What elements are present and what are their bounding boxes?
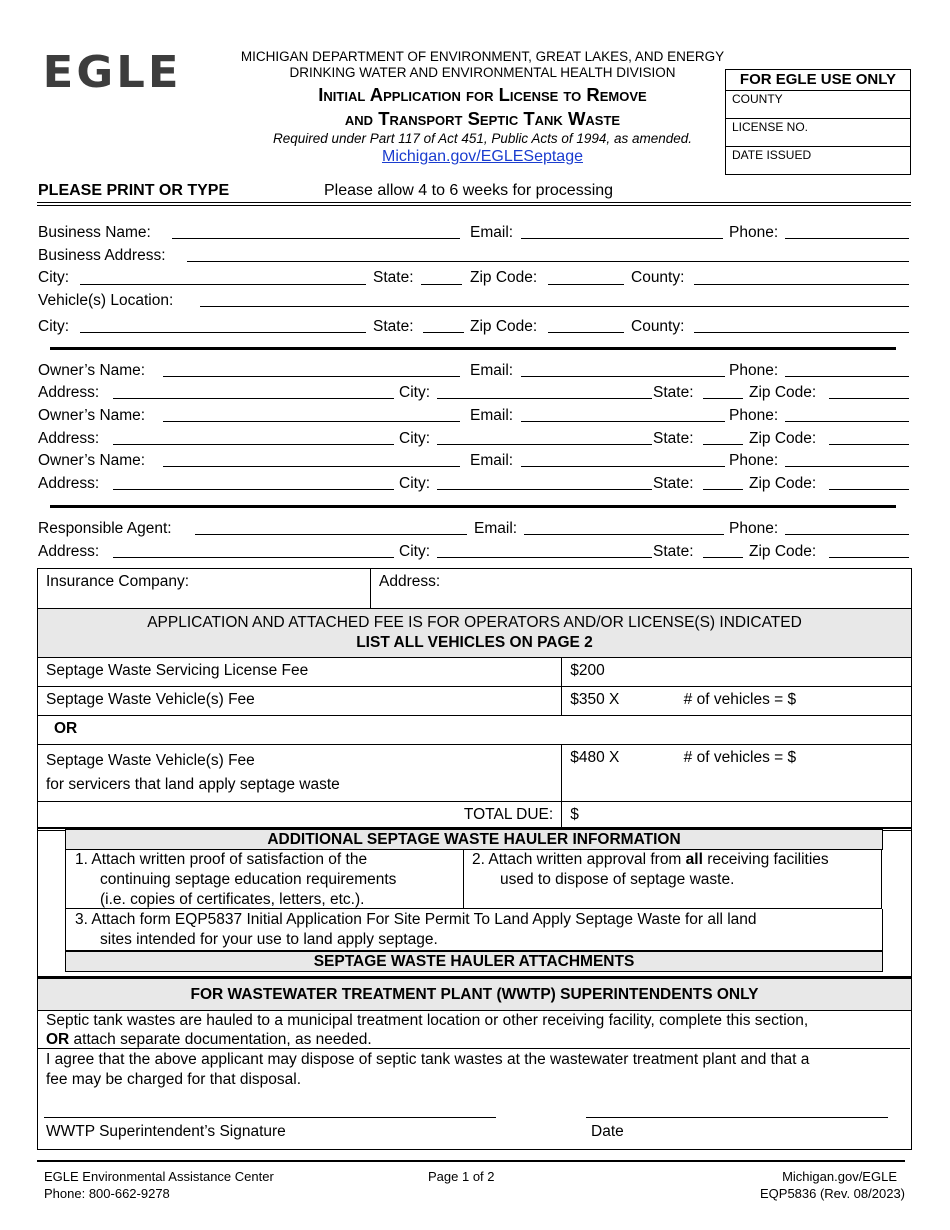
owner2-city-field[interactable] xyxy=(437,444,652,445)
wwtp-or: OR xyxy=(46,1031,70,1048)
business-address-field[interactable] xyxy=(187,261,909,262)
zip-label: Zip Code: xyxy=(749,430,817,447)
item2-text-bold: all xyxy=(685,851,703,868)
owner3-name-field[interactable] xyxy=(163,466,460,467)
signature-label: WWTP Superintendent’s Signature xyxy=(46,1123,286,1140)
vehicle-county-field[interactable] xyxy=(694,332,909,333)
statute-note: Required under Part 117 of Act 451, Public Acts of 1994, as amended. xyxy=(272,131,692,146)
business-state-field[interactable] xyxy=(421,284,462,285)
email-label: Email: xyxy=(470,407,514,424)
owner2-phone-field[interactable] xyxy=(785,421,909,422)
license-no-box: LICENSE NO. xyxy=(726,119,910,147)
footer-site: Michigan.gov/EGLE xyxy=(782,1169,897,1184)
county-box: COUNTY xyxy=(726,91,910,119)
owner2-name-field[interactable] xyxy=(163,421,460,422)
email-label: Email: xyxy=(470,362,514,379)
agent-email-field[interactable] xyxy=(524,534,724,535)
zip-label: Zip Code: xyxy=(749,543,817,560)
land-vehicle-count-label: # of vehicles = $ xyxy=(683,749,797,766)
egle-use-only-box xyxy=(725,69,911,175)
phone-label: Phone: xyxy=(729,520,779,537)
owner1-state-field[interactable] xyxy=(703,398,743,399)
city-label: City: xyxy=(399,384,430,401)
vehicle-fee-label: Septage Waste Vehicle(s) Fee xyxy=(38,687,562,716)
wwtp-line2 xyxy=(46,1031,372,1049)
city-label: City: xyxy=(399,475,430,492)
or-separator: OR xyxy=(38,716,912,745)
email-label: Email: xyxy=(474,520,518,537)
county-label: County: xyxy=(631,318,685,335)
fee-table xyxy=(37,568,912,831)
vehicle-fee-value: $350 X xyxy=(570,691,620,708)
print-instruction: PLEASE PRINT OR TYPE xyxy=(38,182,230,199)
city-label: City: xyxy=(38,318,69,335)
wwtp-agree-line1: I agree that the above applicant may dispose of septic tank wastes at the wastewater treatment plant and that a xyxy=(46,1051,810,1068)
owner2-state-field[interactable] xyxy=(703,444,743,445)
vehicle-count-label: # of vehicles = $ xyxy=(683,691,797,708)
owner3-state-field[interactable] xyxy=(703,489,743,490)
state-label: State: xyxy=(373,318,414,335)
email-label: Email: xyxy=(470,452,514,469)
footer-center-name: EGLE Environmental Assistance Center xyxy=(44,1169,274,1184)
city-label: City: xyxy=(399,543,430,560)
additional-info-title: ADDITIONAL SEPTAGE WASTE HAULER INFORMATION xyxy=(65,829,883,850)
vehicle-location-field[interactable] xyxy=(200,306,909,307)
page-number: Page 1 of 2 xyxy=(428,1169,495,1184)
footer-divider xyxy=(37,1160,905,1162)
total-due-value[interactable]: $ xyxy=(562,802,912,831)
county-label: County: xyxy=(631,269,685,286)
phone-label: Phone: xyxy=(729,407,779,424)
city-label: City: xyxy=(399,430,430,447)
date-label: Date xyxy=(591,1123,624,1140)
owner1-phone-field[interactable] xyxy=(785,376,909,377)
wwtp-title: FOR WASTEWATER TREATMENT PLANT (WWTP) SUPERINTENDENTS ONLY xyxy=(37,977,912,1011)
item2-text-a: 2. Attach written approval from xyxy=(472,851,686,868)
state-label: State: xyxy=(653,430,694,447)
agent-name-field[interactable] xyxy=(195,534,467,535)
wwtp-divider xyxy=(38,1048,910,1049)
item2-line1 xyxy=(472,851,829,869)
agent-address-field[interactable] xyxy=(113,557,394,558)
agent-phone-field[interactable] xyxy=(785,534,909,535)
notice-line1: APPLICATION AND ATTACHED FEE IS FOR OPERATORS AND/OR LICENSE(S) INDICATED xyxy=(147,614,802,631)
zip-label: Zip Code: xyxy=(470,318,538,335)
zip-label: Zip Code: xyxy=(470,269,538,286)
owner3-email-field[interactable] xyxy=(521,466,725,467)
item3-line1: 3. Attach form EQP5837 Initial Application For Site Permit To Land Apply Septage Waste for all land xyxy=(75,911,757,928)
license-fee-value: $200 xyxy=(562,658,912,687)
state-label: State: xyxy=(653,475,694,492)
septage-link[interactable]: Michigan.gov/EGLESeptage xyxy=(381,148,583,165)
wwtp-line2-text: attach separate documentation, as needed. xyxy=(69,1031,372,1048)
state-label: State: xyxy=(653,384,694,401)
item1-line2: continuing septage education requirements xyxy=(100,871,397,888)
phone-label: Phone: xyxy=(729,224,779,241)
owner1-name-field[interactable] xyxy=(163,376,460,377)
item1-line3: (i.e. copies of certificates, letters, etc.). xyxy=(100,891,365,908)
email-label: Email: xyxy=(470,224,514,241)
vehicle-zip-field[interactable] xyxy=(548,332,624,333)
attachments-footer: SEPTAGE WASTE HAULER ATTACHMENTS xyxy=(65,951,883,972)
phone-label: Phone: xyxy=(729,362,779,379)
vehicle-location-label: Vehicle(s) Location: xyxy=(38,292,174,309)
use-only-title: FOR EGLE USE ONLY xyxy=(726,70,910,91)
form-title-line1: Initial Application for License to Remove xyxy=(318,84,647,105)
owner1-city-field[interactable] xyxy=(437,398,652,399)
section-divider xyxy=(50,505,896,508)
land-apply-fee-label-cell xyxy=(38,745,562,802)
form-title-line2: and Transport Septic Tank Waste xyxy=(344,108,621,129)
owner3-zip-field[interactable] xyxy=(829,489,909,490)
owner3-phone-field[interactable] xyxy=(785,466,909,467)
divider xyxy=(37,205,911,206)
division-name: DRINKING WATER AND ENVIRONMENTAL HEALTH DIVISION xyxy=(289,65,676,80)
address-label: Address: xyxy=(38,475,100,492)
business-email-field[interactable] xyxy=(521,238,723,239)
business-name-field[interactable] xyxy=(172,238,460,239)
owner2-email-field[interactable] xyxy=(521,421,725,422)
address-label: Address: xyxy=(38,543,100,560)
address-label: Address: xyxy=(38,430,100,447)
owner3-city-field[interactable] xyxy=(437,489,652,490)
item2-text-b: receiving facilities xyxy=(702,851,829,868)
item1-line1: 1. Attach written proof of satisfaction of the xyxy=(75,851,368,868)
item2-line2: used to dispose of septage waste. xyxy=(500,871,735,888)
notice-line2: LIST ALL VEHICLES ON PAGE 2 xyxy=(356,634,593,651)
owner-name-label: Owner’s Name: xyxy=(38,362,146,379)
owner1-email-field[interactable] xyxy=(521,376,725,377)
phone-label: Phone: xyxy=(729,452,779,469)
signature-line[interactable] xyxy=(44,1117,496,1118)
owner-name-label: Owner’s Name: xyxy=(38,452,146,469)
vehicle-state-field[interactable] xyxy=(423,332,464,333)
wwtp-line1: Septic tank wastes are hauled to a municipal treatment location or other receiving facility, complete this section, xyxy=(46,1012,809,1029)
notice-banner xyxy=(38,609,912,658)
state-label: State: xyxy=(373,269,414,286)
zip-label: Zip Code: xyxy=(749,384,817,401)
zip-label: Zip Code: xyxy=(749,475,817,492)
license-fee-label: Septage Waste Servicing License Fee xyxy=(38,658,562,687)
footer-phone: Phone: 800-662-9278 xyxy=(44,1186,170,1201)
business-zip-field[interactable] xyxy=(548,284,624,285)
agent-city-field[interactable] xyxy=(437,557,652,558)
insurance-company-label: Insurance Company: xyxy=(46,573,190,590)
insurance-address-label: Address: xyxy=(379,573,441,590)
insurance-address-cell[interactable] xyxy=(371,569,912,609)
vehicle-city-field[interactable] xyxy=(80,332,366,333)
address-label: Address: xyxy=(38,384,100,401)
land-fee-label2: for servicers that land apply septage waste xyxy=(46,776,340,793)
date-issued-box: DATE ISSUED xyxy=(732,148,812,162)
business-county-field[interactable] xyxy=(694,284,909,285)
egle-logo: EGLE xyxy=(42,47,182,98)
department-name: MICHIGAN DEPARTMENT OF ENVIRONMENT, GREAT LAKES, AND ENERGY xyxy=(240,49,725,64)
insurance-company-cell[interactable] xyxy=(38,569,371,609)
date-line[interactable] xyxy=(586,1117,888,1118)
state-label: State: xyxy=(653,543,694,560)
owner2-zip-field[interactable] xyxy=(829,444,909,445)
agent-state-field[interactable] xyxy=(703,557,743,558)
business-city-field[interactable] xyxy=(80,284,366,285)
land-fee-cell[interactable] xyxy=(562,745,912,802)
form-number: EQP5836 (Rev. 08/2023) xyxy=(759,1186,905,1201)
owner2-address-field[interactable] xyxy=(113,444,394,445)
agent-zip-field[interactable] xyxy=(829,557,909,558)
owner1-zip-field[interactable] xyxy=(829,398,909,399)
land-fee-label1: Septage Waste Vehicle(s) Fee xyxy=(46,752,255,769)
vehicle-fee-cell[interactable] xyxy=(562,687,912,716)
total-due-label: TOTAL DUE: xyxy=(38,802,562,831)
land-fee-value: $480 X xyxy=(570,749,620,766)
processing-note: Please allow 4 to 6 weeks for processing xyxy=(324,182,614,199)
owner-name-label: Owner’s Name: xyxy=(38,407,146,424)
owner3-address-field[interactable] xyxy=(113,489,394,490)
item3-line2: sites intended for your use to land apply septage. xyxy=(100,931,438,948)
section-divider xyxy=(50,347,896,350)
business-address-label: Business Address: xyxy=(38,247,166,264)
divider xyxy=(37,202,911,203)
wwtp-agree-line2: fee may be charged for that disposal. xyxy=(46,1071,302,1088)
business-name-label: Business Name: xyxy=(38,224,151,241)
owner1-address-field[interactable] xyxy=(113,398,394,399)
city-label: City: xyxy=(38,269,69,286)
responsible-agent-label: Responsible Agent: xyxy=(38,520,172,537)
business-phone-field[interactable] xyxy=(785,238,909,239)
